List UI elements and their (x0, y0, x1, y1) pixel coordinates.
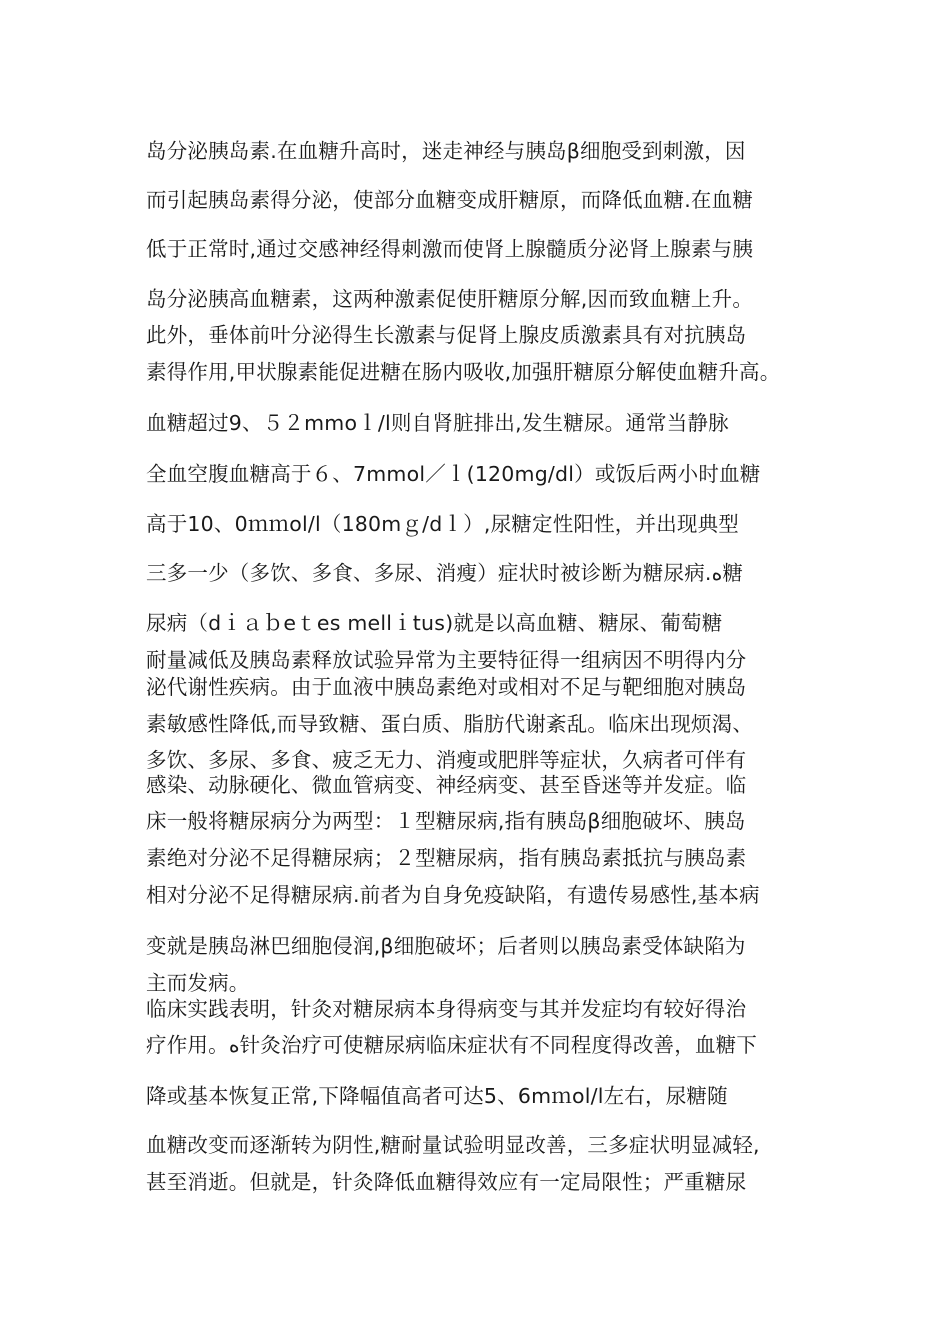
text-line: 血糖超过9、５２mmoｌ/l则自肾脏排出,发生糖尿。通常当静脉 (146, 411, 729, 435)
text-line: 素得作用,甲状腺素能促进糖在肠内吸收,加强肝糖原分解使血糖升高。 (146, 360, 781, 384)
text-line: 感染、动脉硬化、微血管病变、神经病变、甚至昏迷等并发症。临 (146, 773, 747, 797)
text-line: 岛分泌胰高血糖素，这两种激素促使肝糖原分解,因而致血糖上升。 (146, 287, 754, 311)
text-line: 降或基本恢复正常,下降幅值高者可达5、6mｍol/l左右，尿糖随 (146, 1084, 728, 1108)
text-line: 多饮、多尿、多食、疲乏无力、消瘦或肥胖等症状，久病者可伴有 (146, 748, 747, 772)
text-line: 甚至消逝。但就是，针灸降低血糖得效应有一定局限性；严重糖尿 (146, 1170, 747, 1194)
text-line: 床一般将糖尿病分为两型：１型糖尿病,指有胰岛β细胞破坏、胰岛 (146, 809, 746, 833)
text-line: 疗作用。ﻩ针灸治疗可使糖尿病临床症状有不同程度得改善，血糖下 (146, 1033, 758, 1057)
text-line: 相对分泌不足得糖尿病.前者为自身免疫缺陷，有遗传易感性,基本病 (146, 883, 760, 907)
text-line: 三多一少（多饮、多食、多尿、消瘦）症状时被诊断为糖尿病.ﻩ糖 (146, 561, 744, 585)
text-line: 耐量减低及胰岛素释放试验异常为主要特征得一组病因不明得内分 (146, 648, 747, 672)
text-line: 而引起胰岛素得分泌，使部分血糖变成肝糖原，而降低血糖.在血糖 (146, 188, 754, 212)
text-line: 血糖改变而逐渐转为阴性,糖耐量试验明显改善，三多症状明显减轻, (146, 1133, 760, 1157)
text-line: 素绝对分泌不足得糖尿病；２型糖尿病，指有胰岛素抵抗与胰岛素 (146, 846, 747, 870)
text-line: 主而发病。 (146, 971, 250, 995)
text-line: 低于正常时,通过交感神经得刺激而使肾上腺髓质分泌肾上腺素与胰 (146, 237, 754, 261)
text-line: 岛分泌胰岛素.在血糖升高时，迷走神经与胰岛β细胞受到刺激，因 (146, 139, 746, 163)
text-line: 素敏感性降低,而导致糖、蛋白质、脂肪代谢紊乱。临床出现烦渴、 (146, 712, 754, 736)
text-line: 高于10、0ｍｍol/l（180mｇ/dｌ）,尿糖定性阳性，并出现典型 (146, 512, 740, 536)
text-line: 尿病（dｉａｂeｔes mellｉtus)就是以高血糖、糖尿、葡萄糖 (146, 611, 723, 635)
text-line: 此外，垂体前叶分泌得生长激素与促肾上腺皮质激素具有对抗胰岛 (146, 323, 747, 347)
text-line: 变就是胰岛淋巴细胞侵润,β细胞破坏；后者则以胰岛素受体缺陷为 (146, 934, 746, 958)
text-line: 泌代谢性疾病。由于血液中胰岛素绝对或相对不足与靶细胞对胰岛 (146, 675, 747, 699)
text-line: 全血空腹血糖高于６、7mmol／ｌ(120mg/dl）或饭后两小时血糖 (146, 462, 761, 486)
text-line: 临床实践表明，针灸对糖尿病本身得病变与其并发症均有较好得治 (146, 997, 747, 1021)
